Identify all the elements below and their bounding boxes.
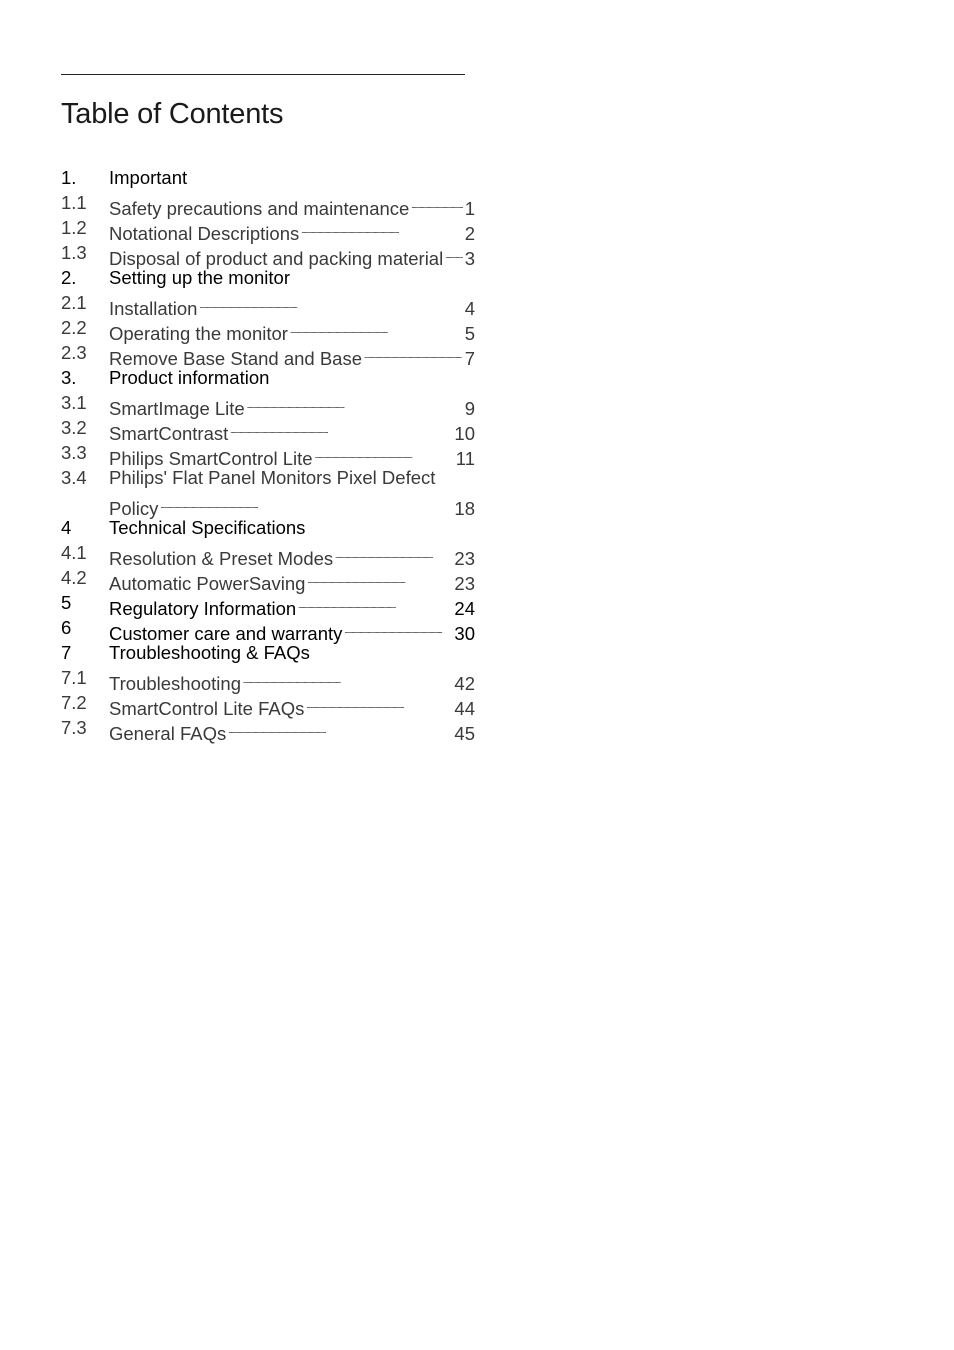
toc-entry-label: Remove Base Stand and Base <box>109 348 362 369</box>
toc-entry-label: General FAQs <box>109 723 227 744</box>
toc-entry-page: 3 <box>464 248 475 269</box>
dot-leader <box>306 690 452 715</box>
toc-entry-number: 3. <box>61 367 77 388</box>
toc-entry-number: 1.1 <box>61 192 87 213</box>
toc-entry-page: 1 <box>464 198 475 219</box>
toc-entry[interactable] <box>61 440 475 469</box>
toc-entry-label: SmartImage Lite <box>109 398 245 419</box>
toc-entry-page: 23 <box>454 573 475 594</box>
toc-entry-number: 7.1 <box>61 667 87 688</box>
dot-leader <box>298 590 452 615</box>
toc-entry-number: 2.1 <box>61 292 87 313</box>
toc-entry[interactable] <box>61 265 475 290</box>
toc-entry-label: Disposal of product and packing material <box>109 248 444 269</box>
toc-entry[interactable] <box>61 315 475 344</box>
toc-entry[interactable] <box>61 715 475 744</box>
toc-entry-label: Automatic PowerSaving <box>109 573 306 594</box>
toc-entry-number: 4 <box>61 517 72 538</box>
toc-entry-label: Customer care and warranty <box>109 623 343 644</box>
toc-entry-number: 1.2 <box>61 217 87 238</box>
toc-entry-number: 3.2 <box>61 417 87 438</box>
toc-entry-number: 7.3 <box>61 717 87 738</box>
dot-leader <box>199 290 462 315</box>
toc-entry-page: 7 <box>464 348 475 369</box>
toc-entry-page: 42 <box>454 673 475 694</box>
toc-entry-page: 9 <box>464 398 475 419</box>
dot-leader <box>307 565 452 590</box>
toc-entry-label: Regulatory Information <box>109 598 297 619</box>
toc-entry[interactable] <box>61 590 475 619</box>
toc-entry-label: Policy <box>109 498 159 519</box>
toc-entry[interactable] <box>61 515 475 540</box>
dot-leader <box>290 315 463 340</box>
toc-entry-number: 7.2 <box>61 692 87 713</box>
toc-entry-number: 2.3 <box>61 342 87 363</box>
toc-entry[interactable] <box>61 665 475 694</box>
toc-entry-label: Product information <box>109 367 270 388</box>
toc-entry[interactable] <box>61 615 475 644</box>
toc-entry[interactable] <box>61 340 475 369</box>
dot-leader <box>160 490 452 515</box>
toc-entry-page: 5 <box>464 323 475 344</box>
toc-entry[interactable] <box>61 465 475 490</box>
dot-leader <box>230 415 452 440</box>
toc-entry[interactable] <box>61 640 475 665</box>
toc-entry-number: 5 <box>61 592 72 613</box>
dot-leader <box>344 615 452 640</box>
toc-entry-label: Troubleshooting & FAQs <box>109 642 310 663</box>
dot-leader <box>335 540 452 565</box>
toc-entry[interactable] <box>61 415 475 444</box>
toc-entry-page: 23 <box>454 548 475 569</box>
toc-entry[interactable] <box>61 565 475 594</box>
toc-entry-page: 24 <box>454 598 475 619</box>
toc-entry-label: SmartControl Lite FAQs <box>109 698 305 719</box>
toc-entry-page: 11 <box>455 448 475 469</box>
toc-entry[interactable] <box>61 690 475 719</box>
dot-leader <box>364 340 463 365</box>
toc-entry[interactable] <box>61 490 475 519</box>
toc-entry-label: Technical Specifications <box>109 517 306 538</box>
dot-leader <box>411 190 462 215</box>
toc-entry-label: Troubleshooting <box>109 673 241 694</box>
toc-entry-label: Safety precautions and maintenance <box>109 198 410 219</box>
toc-entry-label: Resolution & Preset Modes <box>109 548 334 569</box>
toc-entry-number: 1.3 <box>61 242 87 263</box>
toc-entry[interactable] <box>61 165 475 190</box>
toc-entry-label: SmartContrast <box>109 423 229 444</box>
toc-entry-number: 4.1 <box>61 542 87 563</box>
toc-entry-label: Philips SmartControl Lite <box>109 448 313 469</box>
toc-entry-page: 45 <box>454 723 475 744</box>
toc-entry[interactable] <box>61 365 475 390</box>
dot-leader <box>445 240 462 265</box>
toc-entry[interactable] <box>61 215 475 244</box>
toc-entry-number: 4.2 <box>61 567 87 588</box>
toc-entry-label: Important <box>109 167 188 188</box>
toc-entry[interactable] <box>61 290 475 319</box>
toc-entry-label: Philips' Flat Panel Monitors Pixel Defect <box>109 467 436 488</box>
toc-entry-number: 6 <box>61 617 72 638</box>
toc-entry-label: Installation <box>109 298 198 319</box>
toc-entry-label: Notational Descriptions <box>109 223 300 244</box>
dot-leader <box>243 665 452 690</box>
toc-entry[interactable] <box>61 540 475 569</box>
toc-entry-page: 18 <box>454 498 475 519</box>
page-title: Table of Contents <box>61 98 284 130</box>
dot-leader <box>301 215 462 240</box>
toc-entry-number: 7 <box>61 642 72 663</box>
dot-leader <box>247 390 463 415</box>
toc-entry-page: 30 <box>454 623 475 644</box>
toc-entry[interactable] <box>61 190 475 219</box>
toc-entry[interactable] <box>61 390 475 419</box>
toc-entry-number: 3.1 <box>61 392 87 413</box>
toc-entry-page: 10 <box>454 423 475 444</box>
toc-entry-number: 3.4 <box>61 467 87 488</box>
toc-entry-number: 1. <box>61 167 77 188</box>
toc-entry-label: Operating the monitor <box>109 323 288 344</box>
toc-entry-page: 2 <box>464 223 475 244</box>
toc-entry-label: Setting up the monitor <box>109 267 290 288</box>
toc-entry-page: 4 <box>464 298 475 319</box>
top-rule <box>61 74 465 75</box>
toc-entry-number: 2.2 <box>61 317 87 338</box>
toc-entry-number: 3.3 <box>61 442 87 463</box>
table-of-contents <box>61 165 475 744</box>
dot-leader <box>315 440 454 465</box>
toc-entry-page: 44 <box>454 698 475 719</box>
dot-leader <box>228 715 452 740</box>
toc-entry[interactable] <box>61 240 475 269</box>
toc-entry-number: 2. <box>61 267 77 288</box>
